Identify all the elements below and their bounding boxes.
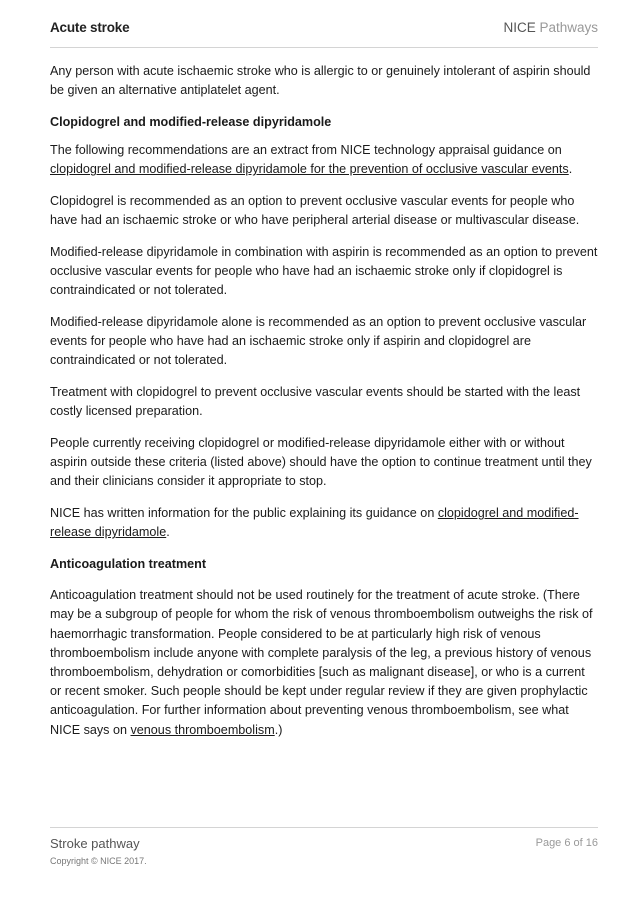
public-info-text: NICE has written information for the public explaining its guidance on — [50, 506, 438, 521]
paragraph-mr-dipyridamole-alone: Modified-release dipyridamole alone is recommended as an option to prevent occlusive vascular events for people who have had an ischaemic stroke only if aspirin and clopidogrel are contraindicated or not tolerated. — [50, 315, 587, 368]
public-info-end: . — [166, 525, 170, 540]
brand-nice: NICE — [503, 20, 536, 35]
page-header — [50, 20, 598, 38]
section-heading-anticoagulation: Anticoagulation treatment — [50, 557, 207, 572]
brand-logo — [503, 20, 598, 35]
document-title: Acute stroke — [50, 20, 130, 35]
paragraph-least-costly: Treatment with clopidogrel to prevent occlusive vascular events should be started with the least costly licensed preparation. — [50, 385, 581, 419]
footer-pathway-name: Stroke pathway — [50, 836, 140, 851]
paragraph-aspirin-intolerance: Any person with acute ischaemic stroke who is allergic to or genuinely intolerant of aspirin should be given an alternative antiplatelet agent. — [50, 64, 591, 98]
page-content — [50, 62, 598, 752]
paragraph-mr-dipyridamole-combination: Modified-release dipyridamole in combination with aspirin is recommended as an option to prevent occlusive vascular events for people who have had an ischaemic stroke only if clopidogrel is contraindicated or not tolerated. — [50, 244, 598, 298]
paragraph-clopidogrel-option: Clopidogrel is recommended as an option to prevent occlusive vascular events for people who have had an ischaemic stroke or who have peripheral arterial disease or multivascular disease. — [50, 194, 580, 228]
header-divider — [50, 47, 598, 48]
footer-copyright: Copyright © NICE 2017. — [50, 856, 147, 866]
anticoag-end: .) — [274, 722, 283, 737]
paragraph-public-information — [50, 504, 598, 542]
link-public-information[interactable]: clopidogrel and modified-release dipyridamole — [50, 506, 579, 540]
link-clopidogrel-guidance[interactable]: clopidogrel and modified-release dipyridamole for the prevention of occlusive vascular events — [50, 162, 569, 177]
link-venous-thromboembolism[interactable]: venous thromboembolism — [130, 722, 275, 737]
section-heading-clopidogrel: Clopidogrel and modified-release dipyridamole — [50, 114, 332, 129]
extract-text: The following recommendations are an extract from NICE technology appraisal guidance on — [50, 143, 562, 158]
paragraph-anticoagulation — [50, 586, 598, 740]
paragraph-current-patients: People currently receiving clopidogrel or modified-release dipyridamole either with or without aspirin outside these criteria (listed above) should have the option to continue treatment until they and their clinicians consider it appropriate to stop. — [50, 436, 592, 489]
brand-pathways: Pathways — [535, 20, 598, 35]
footer-divider — [50, 827, 598, 828]
page-number: Page 6 of 16 — [535, 837, 598, 849]
anticoag-text: Anticoagulation treatment should not be used routinely for the treatment of acute stroke. (There may be a subgroup of people for whom the risk of venous thromboembolism outweighs the risk of haemorrhagic transformation. People considered to be at particularly high risk of venous thromboembolism include anyone with complete paralysis of the leg, a previous history of venous thromboembolism, dehydration or comorbidities [such as malignant disease], or who is a current or recent smoker. Such people should be kept under regular review if they are given prophylactic anticoagulation. For further information about preventing venous thromboembolism, see what NICE says on — [50, 588, 593, 737]
paragraph-extract — [50, 141, 598, 179]
extract-end: . — [568, 162, 573, 177]
